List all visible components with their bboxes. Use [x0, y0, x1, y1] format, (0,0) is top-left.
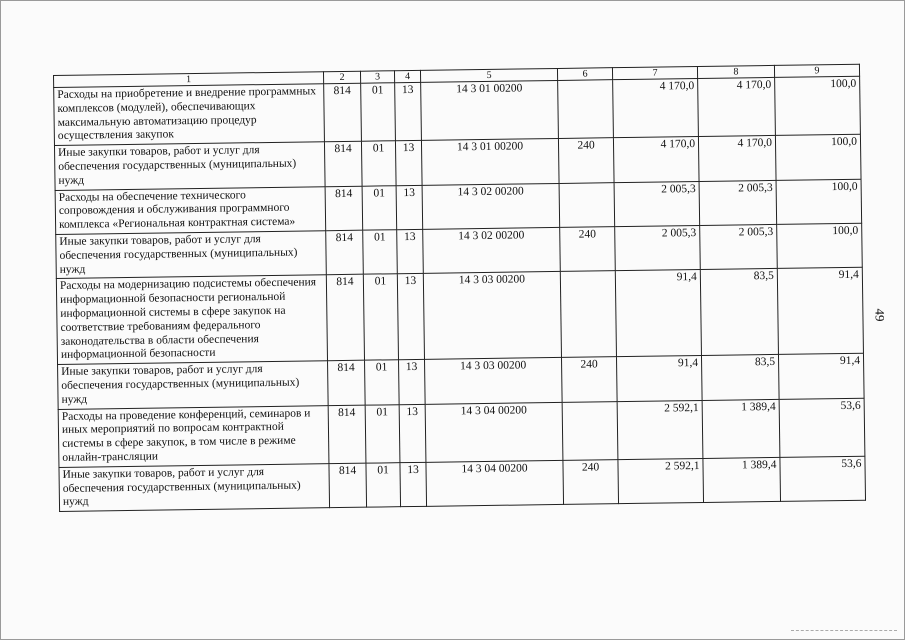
planned-amount: 2 592,1	[618, 458, 704, 504]
expense-type-code	[560, 271, 616, 358]
ministry-code: 814	[326, 275, 364, 361]
execution-percent: 100,0	[775, 76, 861, 135]
table-row	[56, 268, 863, 365]
section-code: 01	[365, 404, 400, 463]
target-article-code: 14 3 01 00200	[421, 80, 559, 140]
ministry-code: 814	[328, 405, 366, 464]
subsection-code: 13	[397, 274, 424, 360]
executed-amount: 2 005,3	[699, 180, 777, 225]
expense-type-code	[558, 80, 614, 139]
executed-amount: 83,5	[700, 269, 778, 356]
expense-name: Иные закупки товаров, работ и услуг для обеспечения государственных (муниципальных) нужд	[54, 142, 325, 190]
target-article-code: 14 3 02 00200	[423, 227, 561, 273]
execution-percent: 53,6	[779, 398, 865, 457]
subsection-code: 13	[395, 82, 422, 141]
section-code: 01	[363, 274, 398, 360]
header-cell: 5	[420, 68, 557, 82]
expense-name: Расходы на приобретение и внедрение программных комплексов (модулей), обеспечивающих максимальную автоматизацию процедур осуществления закупок	[54, 84, 325, 146]
ministry-code: 814	[329, 463, 367, 508]
expense-name: Расходы на модернизацию подсистемы обеспечения информационной безопасности региональной информационной системы в сфере закупок на соответствие требованиям федерального законодательства в области обеспечения информационной безопасности	[56, 275, 327, 365]
execution-percent: 53,6	[780, 456, 866, 502]
executed-amount: 1 389,4	[703, 457, 781, 502]
execution-percent: 100,0	[775, 134, 861, 180]
header-cell: 1	[54, 72, 324, 88]
executed-amount: 2 005,3	[700, 224, 778, 269]
header-cell: 4	[394, 70, 420, 82]
planned-amount: 2 005,3	[615, 225, 701, 271]
expense-type-code: 240	[558, 138, 614, 183]
ministry-code: 814	[328, 360, 366, 405]
expense-name: Расходы на обеспечение технического сопровождения и обслуживания программного комплекса «Региональная контрактная система»	[55, 186, 326, 234]
ministry-code: 814	[325, 186, 363, 231]
section-code: 01	[361, 83, 396, 142]
header-cell: 9	[774, 64, 859, 77]
subsection-code: 13	[399, 404, 426, 463]
header-cell: 3	[360, 71, 394, 83]
planned-amount: 91,4	[616, 356, 702, 402]
expense-name: Иные закупки товаров, работ и услуг для обеспечения государственных (муниципальных) нужд	[58, 361, 329, 409]
subsection-code: 13	[396, 185, 423, 230]
target-article-code: 14 3 03 00200	[425, 358, 563, 404]
expense-type-code: 240	[561, 357, 617, 402]
subsection-code: 13	[395, 141, 422, 186]
expense-type-code	[559, 182, 615, 227]
header-cell: 7	[612, 67, 697, 80]
expense-name: Расходы на проведение конференций, семинаров и иных мероприятий по вопросам контрактной системы в сфере закупок, в том числе в режиме онлайн-трансляции	[58, 405, 329, 467]
planned-amount: 2 005,3	[614, 181, 700, 227]
expense-type-code: 240	[560, 227, 616, 272]
expense-name: Иные закупки товаров, работ и услуг для обеспечения государственных (муниципальных) нужд	[56, 231, 327, 279]
scan-artifact-line	[791, 630, 897, 631]
page-number: 49	[872, 308, 888, 322]
executed-amount: 4 170,0	[698, 77, 776, 136]
execution-percent: 100,0	[777, 223, 863, 269]
target-article-code: 14 3 01 00200	[421, 139, 559, 185]
header-cell: 8	[697, 65, 774, 78]
section-code: 01	[365, 360, 400, 405]
target-article-code: 14 3 02 00200	[422, 183, 560, 229]
expense-name: Иные закупки товаров, работ и услуг для обеспечения государственных (муниципальных) нужд	[59, 463, 330, 511]
section-code: 01	[363, 230, 398, 275]
target-article-code: 14 3 03 00200	[423, 272, 561, 360]
planned-amount: 2 592,1	[617, 400, 703, 459]
ministry-code: 814	[324, 141, 362, 186]
subsection-code: 13	[399, 359, 426, 404]
executed-amount: 83,5	[701, 355, 779, 400]
ministry-code: 814	[324, 83, 362, 142]
executed-amount: 4 170,0	[698, 136, 776, 181]
section-code: 01	[361, 141, 396, 186]
target-article-code: 14 3 04 00200	[426, 460, 564, 506]
planned-amount: 4 170,0	[613, 79, 699, 138]
subsection-code: 13	[397, 229, 424, 274]
header-cell: 2	[323, 71, 360, 84]
expense-type-code: 240	[563, 459, 619, 504]
ministry-code: 814	[326, 230, 364, 275]
header-cell: 6	[557, 68, 612, 81]
execution-percent: 91,4	[777, 268, 863, 355]
subsection-code: 13	[400, 462, 427, 507]
expense-type-code	[562, 401, 618, 460]
section-code: 01	[362, 185, 397, 230]
planned-amount: 91,4	[615, 270, 701, 357]
execution-percent: 100,0	[776, 179, 862, 225]
planned-amount: 4 170,0	[613, 137, 699, 183]
target-article-code: 14 3 04 00200	[425, 402, 563, 462]
execution-percent: 91,4	[778, 353, 864, 399]
executed-amount: 1 389,4	[702, 399, 780, 458]
budget-table	[53, 64, 866, 512]
section-code: 01	[366, 462, 401, 507]
